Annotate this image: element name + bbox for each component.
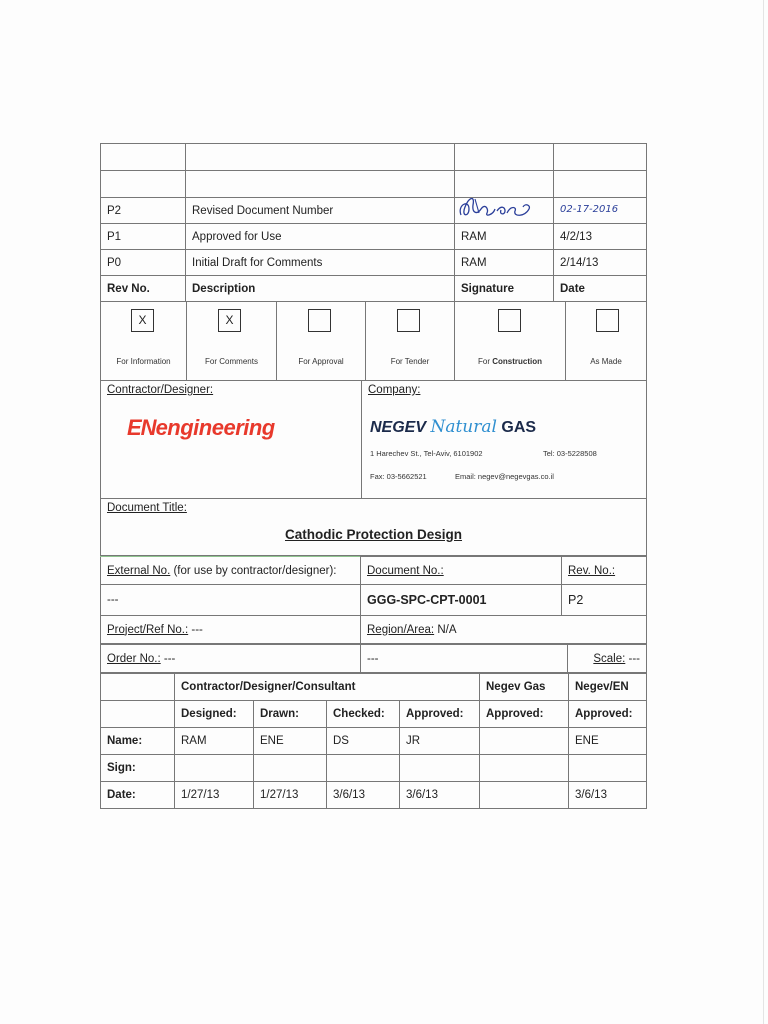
external-label-rest: (for use by contractor/designer): <box>170 564 337 577</box>
external-label-underlined: External No. <box>107 564 171 577</box>
rev-date-cell <box>554 198 647 224</box>
sign-cell <box>400 755 480 782</box>
document-no-value: GGG-SPC-CPT-0001 <box>361 585 562 616</box>
handwritten-date: 02-17-2016 <box>560 204 619 215</box>
designed-header: Designed: <box>175 701 254 728</box>
checkbox[interactable] <box>308 309 331 332</box>
handwritten-signature <box>455 198 535 224</box>
purpose-label: For Information <box>116 357 171 366</box>
rev-date-cell: 2/14/13 <box>554 250 647 276</box>
name-cell: JR <box>400 728 480 755</box>
date-cell: 3/6/13 <box>569 782 647 809</box>
parties-section <box>100 381 647 499</box>
document-title-section <box>100 499 647 556</box>
purpose-label <box>455 357 565 366</box>
purpose-for-construction <box>455 302 566 380</box>
scale <box>568 645 647 673</box>
date-cell <box>480 782 569 809</box>
project-ref-value: --- <box>188 623 203 636</box>
checkbox[interactable] <box>498 309 521 332</box>
region-label: Region/Area: <box>367 623 435 636</box>
project-ref <box>101 616 361 644</box>
sign-cell <box>327 755 400 782</box>
rev-signature-cell <box>455 198 554 224</box>
approved-header: Approved: <box>400 701 480 728</box>
contractor-heading: Contractor/Designer: <box>107 384 214 396</box>
rev-desc-cell: Revised Document Number <box>186 198 455 224</box>
row-label: Date: <box>101 782 175 809</box>
checkbox[interactable]: X <box>218 309 241 332</box>
checkbox[interactable] <box>596 309 619 332</box>
company-address: 1 Harechev St., Tel-Aviv, 6101902 <box>370 449 483 458</box>
purpose-label-prefix: For <box>477 357 493 366</box>
order-no-label: Order No.: <box>107 652 161 665</box>
purpose-label-bold: Construction <box>492 357 542 366</box>
rev-signature-cell: RAM <box>455 250 554 276</box>
date-cell: 1/27/13 <box>254 782 327 809</box>
document-cover-sheet <box>100 143 647 809</box>
revision-table <box>100 143 647 302</box>
name-cell: ENE <box>254 728 327 755</box>
rev-cell: P2 <box>101 198 186 224</box>
approvals-date-row <box>101 782 647 809</box>
negev-gas-logo <box>370 417 536 437</box>
revision-row <box>101 224 647 250</box>
rev-cell: P1 <box>101 224 186 250</box>
rev-signature-cell: RAM <box>455 224 554 250</box>
document-title-heading: Document Title: <box>107 502 187 514</box>
enengineering-logo <box>127 415 275 441</box>
sign-cell <box>480 755 569 782</box>
order-mid-value: --- <box>361 645 568 673</box>
purpose-for-approval <box>277 302 366 380</box>
region-area <box>361 616 647 644</box>
company-panel <box>362 381 646 498</box>
revision-row <box>101 250 647 276</box>
checkbox[interactable] <box>397 309 420 332</box>
approvals-table <box>100 673 647 809</box>
sign-cell <box>175 755 254 782</box>
rev-no-header: Rev No. <box>101 276 186 302</box>
negev-gas-group-header: Negev Gas <box>480 674 569 701</box>
rev-desc-cell: Approved for Use <box>186 224 455 250</box>
order-no-value: --- <box>160 652 176 665</box>
rev-cell: P0 <box>101 250 186 276</box>
scale-value: --- <box>625 652 640 665</box>
logo-natural: Natural <box>430 417 497 437</box>
approvals-name-row <box>101 728 647 755</box>
document-numbers-table <box>100 556 647 644</box>
revision-row <box>101 198 647 224</box>
purpose-for-tender <box>366 302 455 380</box>
approvals-sign-row <box>101 755 647 782</box>
row-label: Name: <box>101 728 175 755</box>
negev-en-group-header: Negev/EN <box>569 674 647 701</box>
purpose-label: For Tender <box>390 357 430 366</box>
scan-edge-line <box>763 0 764 1024</box>
purpose-label: For Approval <box>298 357 344 366</box>
drawn-header: Drawn: <box>254 701 327 728</box>
project-ref-label: Project/Ref No.: <box>107 623 189 636</box>
description-header: Description <box>186 276 455 302</box>
date-cell: 3/6/13 <box>400 782 480 809</box>
name-cell <box>480 728 569 755</box>
logo-en-part: EN <box>127 415 156 440</box>
empty-cell <box>101 701 175 728</box>
external-no-value: --- <box>101 585 361 616</box>
rev-date-cell: 4/2/13 <box>554 224 647 250</box>
logo-gas: GAS <box>501 419 537 436</box>
name-cell: RAM <box>175 728 254 755</box>
empty-cell <box>101 674 175 701</box>
company-email: Email: negev@negevgas.co.il <box>455 472 554 481</box>
company-fax: Fax: 03-5662521 <box>370 472 427 481</box>
company-heading: Company: <box>368 384 421 396</box>
logo-negev: NEGEV <box>370 419 427 436</box>
region-value: N/A <box>434 623 457 636</box>
purpose-for-comments <box>187 302 277 380</box>
logo-rest-part: engineering <box>155 415 275 440</box>
purpose-label: As Made <box>590 357 622 366</box>
external-no-label <box>101 557 361 585</box>
row-label: Sign: <box>101 755 175 782</box>
purpose-checkbox-row <box>100 302 647 381</box>
order-no <box>101 645 361 673</box>
approved-header: Approved: <box>480 701 569 728</box>
rev-no-value: P2 <box>562 585 647 616</box>
checkbox[interactable]: X <box>131 309 154 332</box>
document-no-label: Document No.: <box>361 557 562 585</box>
contractor-panel <box>101 381 362 498</box>
sign-cell <box>569 755 647 782</box>
document-title: Cathodic Protection Design <box>284 527 463 542</box>
date-cell: 1/27/13 <box>175 782 254 809</box>
purpose-label: For Comments <box>205 357 258 366</box>
scale-label: Scale: <box>593 652 626 665</box>
revision-header-row <box>101 276 647 302</box>
date-cell: 3/6/13 <box>327 782 400 809</box>
company-tel: Tel: 03-5228508 <box>543 449 597 458</box>
checked-header: Checked: <box>327 701 400 728</box>
date-header: Date <box>554 276 647 302</box>
order-scale-table <box>100 644 647 673</box>
contractor-group-header: Contractor/Designer/Consultant <box>175 674 480 701</box>
sign-cell <box>254 755 327 782</box>
rev-no-label: Rev. No.: <box>562 557 647 585</box>
name-cell: ENE <box>569 728 647 755</box>
purpose-for-information <box>101 302 187 380</box>
name-cell: DS <box>327 728 400 755</box>
purpose-as-made <box>566 302 646 380</box>
signature-header: Signature <box>455 276 554 302</box>
rev-desc-cell: Initial Draft for Comments <box>186 250 455 276</box>
approved-header: Approved: <box>569 701 647 728</box>
